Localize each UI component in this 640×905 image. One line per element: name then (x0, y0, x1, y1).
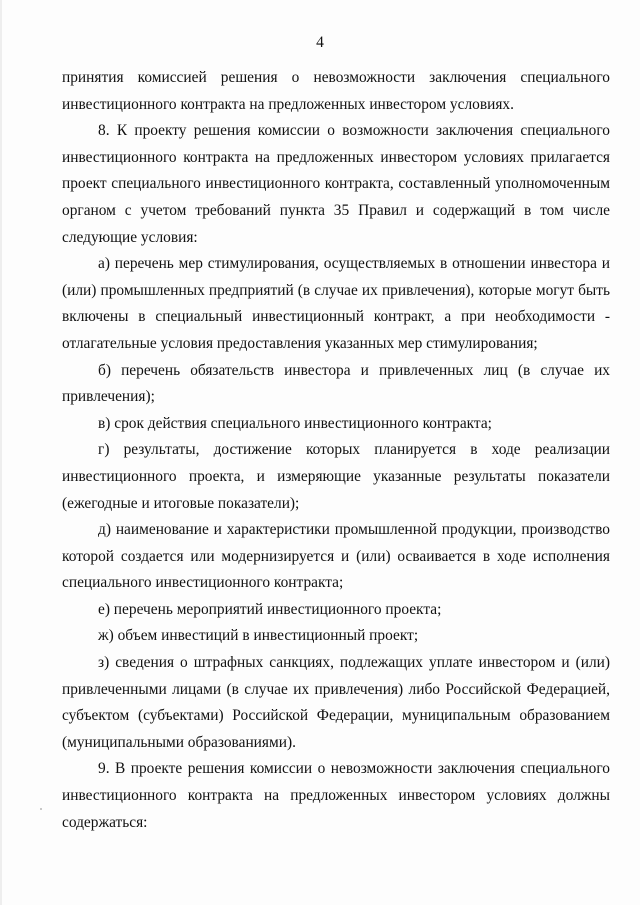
paragraph-item-9: 9. В проекте решения комиссии о невозможности заключения специального инвестиционного контракта на предложенных инвестором условиях должны содержаться: (62, 760, 610, 831)
paragraph-subitem-b: б) перечень обязательств инвестора и привлеченных лиц (в случае их привлечения); (62, 361, 610, 406)
paragraph-subitem-z: з) сведения о штрафных санкциях, подлежащих уплате инвестором и (или) привлеченными лицами (в случае их привлечения) либо Российской Федерацией, субъектом (субъектами) Российской Федерации, муниципальным образованием (муниципальными образованиями). (62, 654, 610, 751)
paragraph-subitem-v: в) срок действия специального инвестиционного контракта; (98, 414, 492, 432)
scan-edge (0, 0, 2, 905)
paragraph-subitem-a: а) перечень мер стимулирования, осуществляемых в отношении инвестора и (или) промышленных предприятий (в случае их привлечения), которые могут быть включены в специальный инвестиционный контракт, а при необходимости - отлагательные условия предоставления указанных мер стимулирования; (62, 255, 610, 352)
scan-speck (40, 808, 42, 810)
paragraph-subitem-zh: ж) объем инвестиций в инвестиционный проект; (98, 627, 419, 645)
paragraph-subitem-e: е) перечень мероприятий инвестиционного проекта; (98, 600, 442, 618)
page-number: 4 (316, 34, 324, 51)
paragraph-subitem-g: г) результаты, достижение которых планируется в ходе реализации инвестиционного проекта, и измеряющие указанные результаты показатели (ежегодные и итоговые показатели); (62, 441, 610, 512)
paragraph-continuation: принятия комиссией решения о невозможности заключения специального инвестиционного контракта на предложенных инвестором условиях. (62, 69, 610, 113)
paragraph-item-8: 8. К проекту решения комиссии о возможности заключения специального инвестиционного контракта на предложенных инвестором условиях прилагается проект специального инвестиционного контракта, составленный уполномоченным органом с учетом требований пункта 35 Правил и содержащий в том числе следующие условия: (62, 122, 610, 246)
document-body (62, 65, 610, 836)
paragraph-subitem-d: д) наименование и характеристики промышленной продукции, производство которой создается или модернизируется и (или) осваивается в ходе исполнения специального инвестиционного контракта; (62, 521, 610, 592)
